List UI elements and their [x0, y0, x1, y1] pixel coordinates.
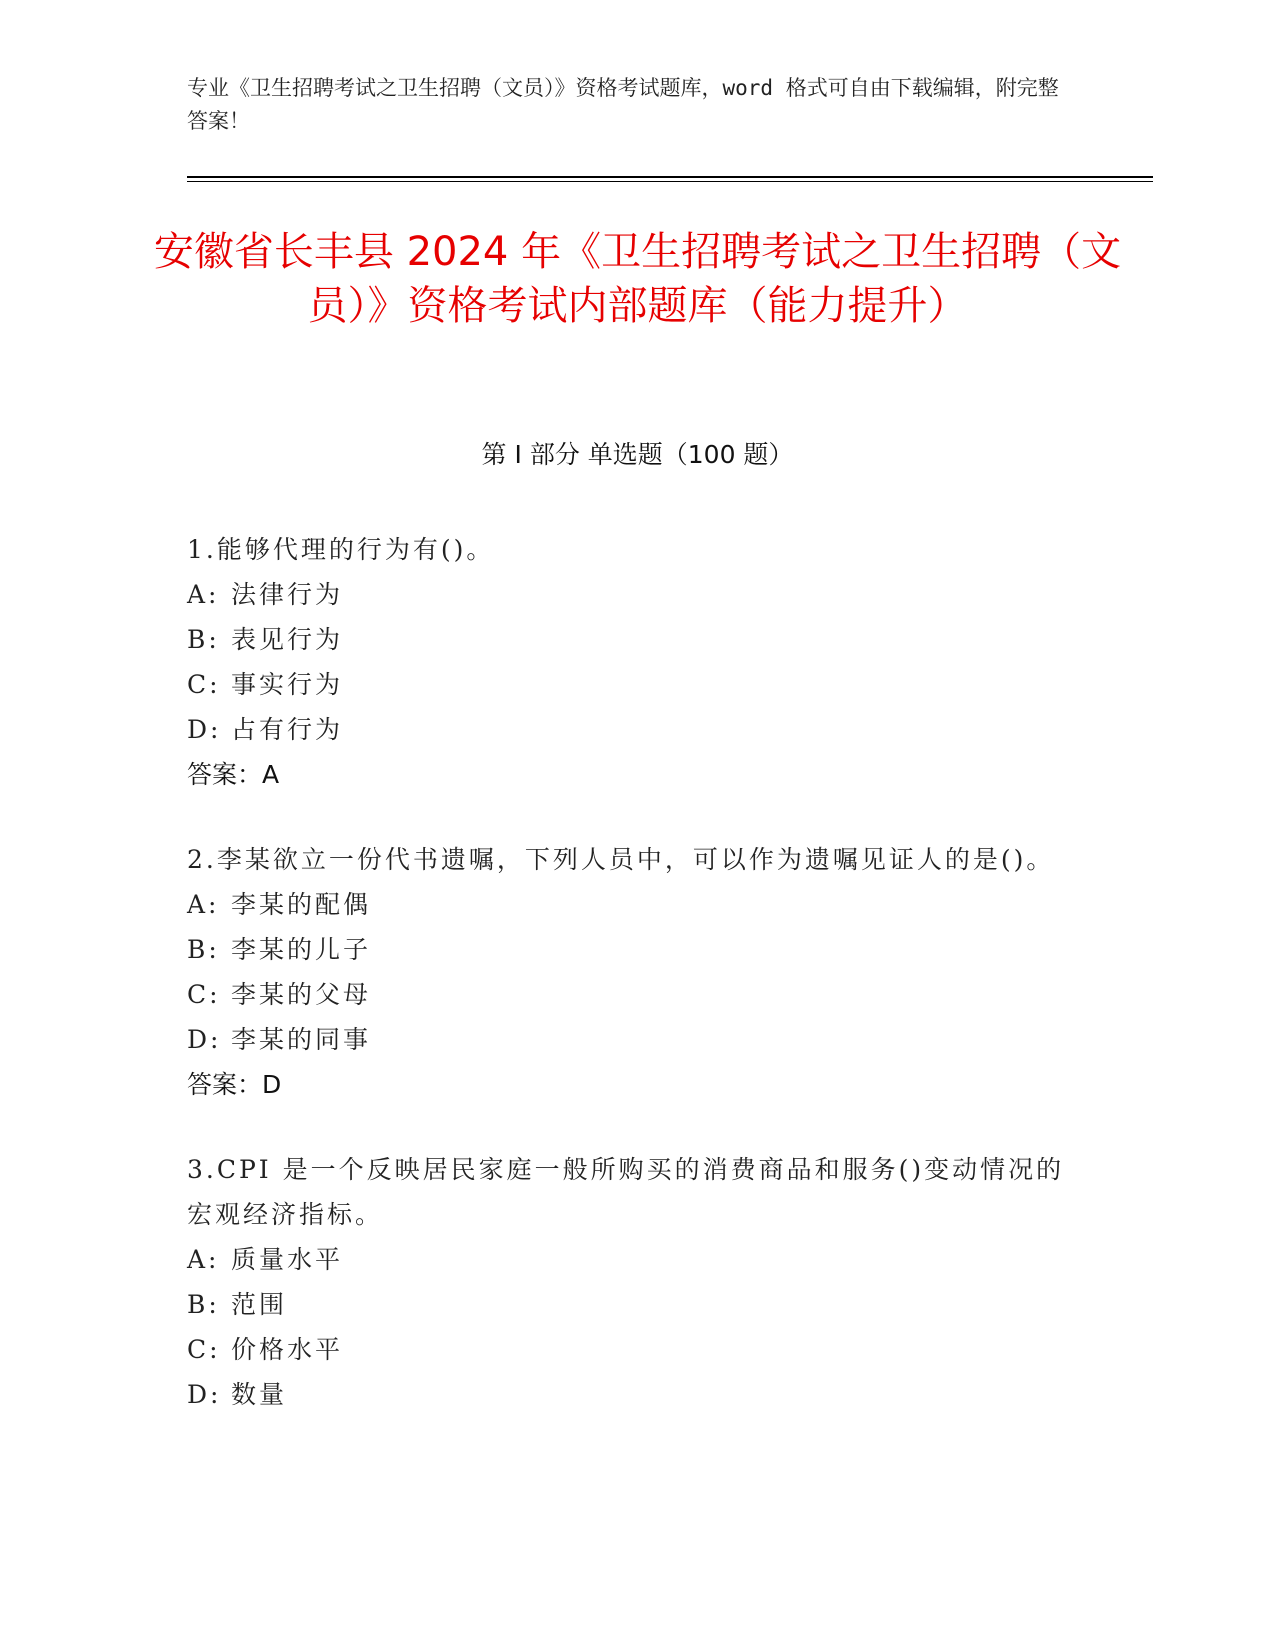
option-d: [187, 1017, 1087, 1062]
option-text: 李某的儿子: [231, 935, 372, 964]
option-text: 占有行为: [231, 715, 344, 744]
option-d: [187, 1372, 1087, 1417]
option-c: [187, 1327, 1087, 1372]
option-letter: C:: [187, 980, 221, 1009]
section-heading: 第 I 部分 单选题（100 题）: [481, 440, 794, 469]
option-letter: A:: [187, 890, 220, 919]
option-c: [187, 662, 1087, 707]
option-text: 质量水平: [231, 1245, 344, 1274]
option-letter: D:: [187, 1380, 222, 1409]
option-text: 李某的同事: [231, 1025, 372, 1054]
answer-line: 答案：A: [187, 760, 280, 789]
option-letter: D:: [187, 715, 222, 744]
option-text: 李某的父母: [231, 980, 372, 1009]
question-text: 2.李某欲立一份代书遗嘱，下列人员中，可以作为遗嘱见证人的是()。: [187, 845, 1055, 874]
option-text: 法律行为: [231, 580, 344, 609]
option-letter: B:: [187, 1290, 220, 1319]
option-b: [187, 617, 1087, 662]
option-letter: A:: [187, 580, 220, 609]
option-text: 数量: [231, 1380, 288, 1409]
option-letter: D:: [187, 1025, 222, 1054]
option-letter: C:: [187, 670, 221, 699]
question-2: [187, 837, 1087, 1107]
option-text: 价格水平: [231, 1335, 344, 1364]
question-3: [187, 1147, 1087, 1417]
option-c: [187, 972, 1087, 1017]
question-list: [187, 527, 1087, 1457]
question-text: 1.能够代理的行为有()。: [187, 535, 495, 564]
option-text: 表见行为: [231, 625, 344, 654]
header-divider-thin: [187, 181, 1153, 182]
answer-line: 答案：D: [187, 1070, 282, 1099]
option-text: 事实行为: [231, 670, 344, 699]
option-d: [187, 707, 1087, 752]
option-a: [187, 1237, 1087, 1282]
option-letter: B:: [187, 935, 220, 964]
option-a: [187, 882, 1087, 927]
question-text: 3.CPI 是一个反映居民家庭一般所购买的消费商品和服务()变动情况的宏观经济指标。: [187, 1155, 1065, 1229]
option-b: [187, 927, 1087, 972]
option-letter: B:: [187, 625, 220, 654]
header-divider-thick: [187, 176, 1153, 178]
option-b: [187, 1282, 1087, 1327]
question-1: [187, 527, 1087, 797]
option-letter: C:: [187, 1335, 221, 1364]
document-title: 安徽省长丰县 2024 年《卫生招聘考试之卫生招聘（文员）》资格考试内部题库（能力提升）: [153, 229, 1122, 329]
option-a: [187, 572, 1087, 617]
option-text: 范围: [231, 1290, 288, 1319]
option-letter: A:: [187, 1245, 220, 1274]
option-text: 李某的配偶: [231, 890, 372, 919]
header-note: 专业《卫生招聘考试之卫生招聘（文员）》资格考试题库，word 格式可自由下载编辑，附完整答案！: [187, 76, 1059, 133]
